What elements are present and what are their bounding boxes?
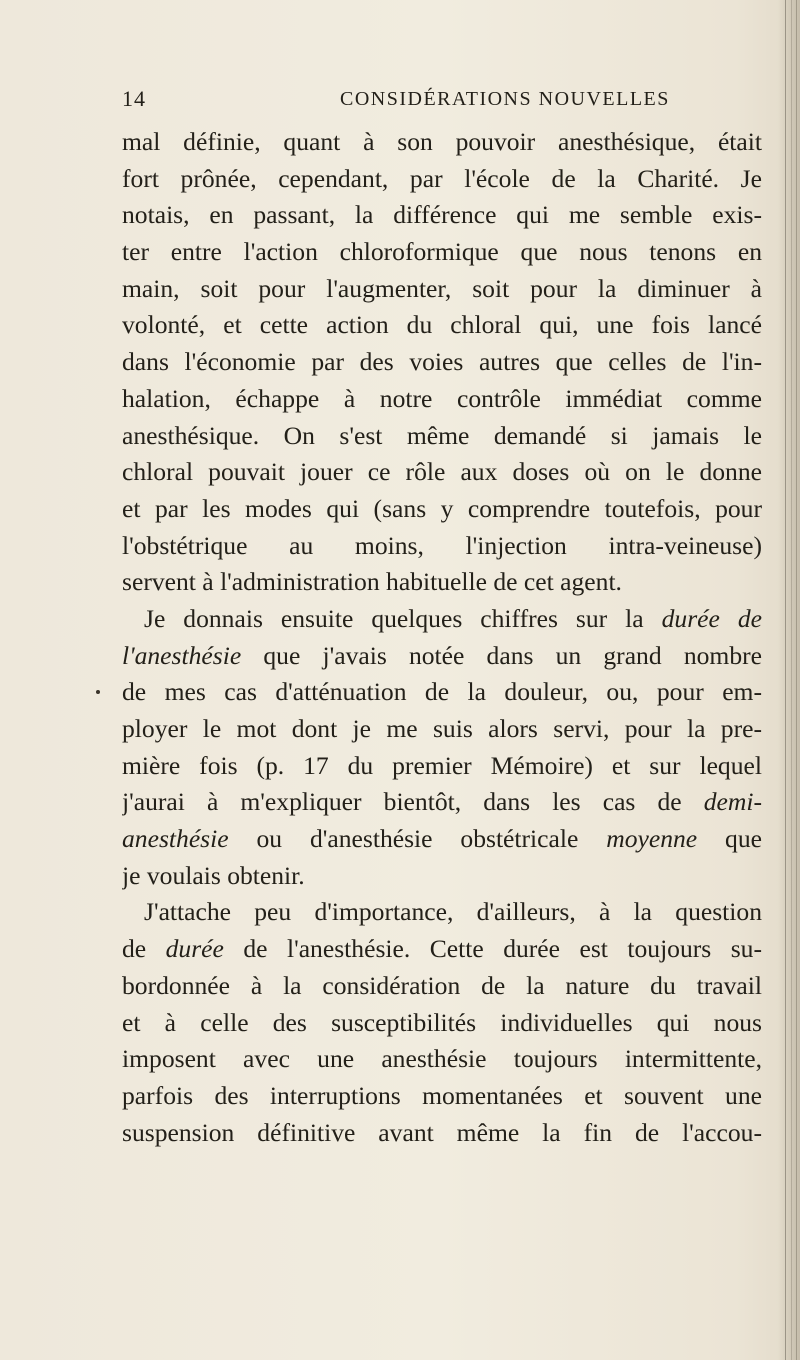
text-line: suspension définitive avant même la fin de l'accou- xyxy=(122,1117,762,1147)
body-text xyxy=(122,124,762,1151)
text-line: volonté, et cette action du chloral qui, une fois lancé xyxy=(122,310,762,340)
text-line: ter entre l'action chloroformique que nous tenons en xyxy=(122,237,762,267)
text-line: de durée de l'anesthésie. Cette durée est toujours su- xyxy=(122,934,762,964)
text-line: chloral pouvait jouer ce rôle aux doses où on le donne xyxy=(122,457,762,487)
page-number: 14 xyxy=(122,86,146,111)
page-edge-line xyxy=(791,0,792,1360)
text-line: J'attache peu d'importance, d'ailleurs, à la question xyxy=(144,897,762,927)
header-title: CONSIDÉRATIONS NOUVELLES xyxy=(340,88,670,110)
text-line: notais, en passant, la différence qui me semble exis- xyxy=(122,200,762,230)
text-line: mal définie, quant à son pouvoir anesthésique, était xyxy=(122,127,762,156)
text-line: imposent avec une anesthésie toujours intermittente, xyxy=(122,1044,762,1074)
text-line: dans l'économie par des voies autres que celles de l'in- xyxy=(122,347,762,377)
page-edge-line xyxy=(796,0,797,1360)
text-line: l'anesthésie que j'avais notée dans un grand nombre xyxy=(122,640,762,670)
text-line: l'obstétrique au moins, l'injection intra-veineuse) xyxy=(122,530,762,560)
text-line: anesthésique. On s'est même demandé si jamais le xyxy=(122,420,762,450)
text-line: anesthésie ou d'anesthésie obstétricale moyenne que xyxy=(122,824,762,854)
text-line: fort prônée, cependant, par l'école de la Charité. Je xyxy=(122,163,762,193)
text-line: de mes cas d'atténuation de la douleur, ou, pour em- xyxy=(122,677,762,707)
text-line: j'aurai à m'expliquer bientôt, dans les cas de demi- xyxy=(122,787,762,817)
text-line: mière fois (p. 17 du premier Mémoire) et sur lequel xyxy=(122,750,762,780)
text-line: je voulais obtenir. xyxy=(122,860,305,890)
text-line: et par les modes qui (sans y comprendre toutefois, pour xyxy=(122,493,762,523)
text-line: et à celle des susceptibilités individuelles qui nous xyxy=(122,1007,762,1037)
text-line: bordonnée à la considération de la nature du travail xyxy=(122,970,762,1000)
text-line: parfois des interruptions momentanées et souvent une xyxy=(122,1080,762,1110)
text-line: ployer le mot dont je me suis alors servi, pour la pre- xyxy=(122,714,762,743)
margin-dot xyxy=(96,690,100,694)
text-line: halation, échappe à notre contrôle immédiat comme xyxy=(122,383,762,413)
page-edge-line xyxy=(785,0,786,1360)
text-line: Je donnais ensuite quelques chiffres sur la durée de xyxy=(144,603,762,633)
running-header xyxy=(122,86,760,118)
text-line: servent à l'administration habituelle de cet agent. xyxy=(122,567,622,597)
text-line: main, soit pour l'augmenter, soit pour la diminuer à xyxy=(122,273,762,303)
